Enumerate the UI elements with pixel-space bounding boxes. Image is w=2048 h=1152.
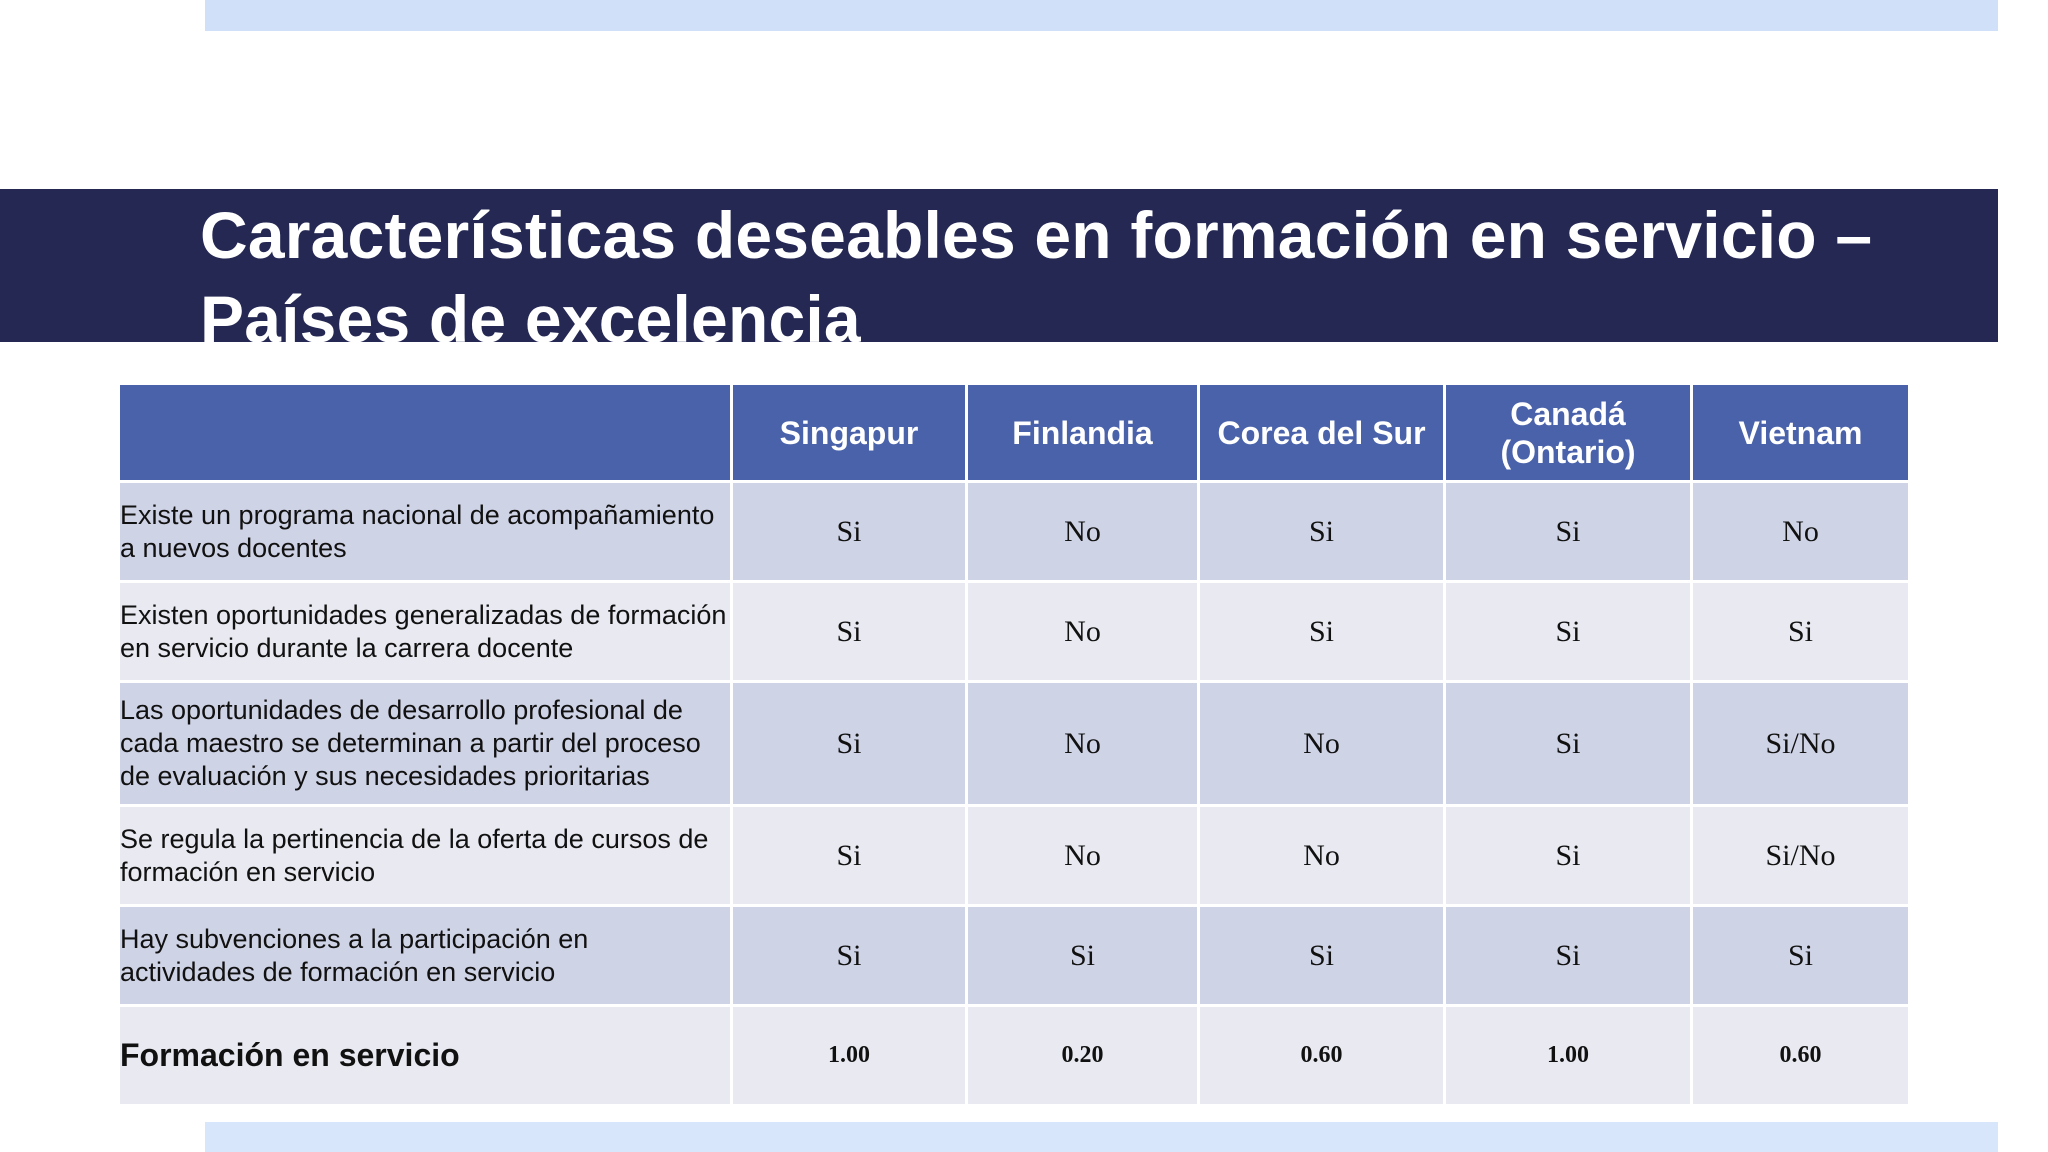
cell-vietnam: Si/No (1692, 806, 1910, 906)
title-bar (0, 189, 1998, 356)
row-label: Se regula la pertinencia de la oferta de cursos de formación en servicio (119, 806, 732, 906)
row-label: Hay subvenciones a la participación en actividades de formación en servicio (119, 906, 732, 1006)
bottom-accent-band (205, 1122, 1998, 1152)
row-label: Existen oportunidades generalizadas de formación en servicio durante la carrera docente (119, 582, 732, 682)
cell-corea-del-sur: Si (1199, 482, 1445, 582)
cell-singapur: Si (732, 806, 967, 906)
score-singapur: 1.00 (732, 1006, 967, 1106)
slide-title-line-2: Países de excelencia (200, 282, 861, 356)
row-label: Existe un programa nacional de acompañamiento a nuevos docentes (119, 482, 732, 582)
cell-corea-del-sur: No (1199, 806, 1445, 906)
header-vietnam: Vietnam (1692, 384, 1910, 482)
cell-vietnam: Si (1692, 906, 1910, 1006)
table-row (119, 906, 1910, 1006)
cell-vietnam: No (1692, 482, 1910, 582)
comparison-table (117, 382, 1911, 1107)
score-finlandia: 0.20 (967, 1006, 1199, 1106)
table-row (119, 806, 1910, 906)
total-row-label: Formación en servicio (119, 1006, 732, 1106)
header-canada-line-1: Canadá (1510, 395, 1626, 432)
cell-corea-del-sur: Si (1199, 582, 1445, 682)
cell-vietnam: Si (1692, 582, 1910, 682)
cell-corea-del-sur: No (1199, 682, 1445, 806)
cell-finlandia: No (967, 682, 1199, 806)
cell-canada-ontario: Si (1445, 806, 1692, 906)
score-canada-ontario: 1.00 (1445, 1006, 1692, 1106)
cell-vietnam: Si/No (1692, 682, 1910, 806)
table-row (119, 482, 1910, 582)
header-finlandia: Finlandia (967, 384, 1199, 482)
cell-finlandia: No (967, 582, 1199, 682)
table-row (119, 682, 1910, 806)
cell-canada-ontario: Si (1445, 582, 1692, 682)
cell-canada-ontario: Si (1445, 682, 1692, 806)
cell-finlandia: No (967, 806, 1199, 906)
slide-title (200, 193, 1990, 361)
cell-singapur: Si (732, 682, 967, 806)
header-canada-ontario (1445, 384, 1692, 482)
table-row (119, 582, 1910, 682)
header-empty-cell (119, 384, 732, 482)
table-header-row (119, 384, 1910, 482)
total-row (119, 1006, 1910, 1106)
cell-canada-ontario: Si (1445, 906, 1692, 1006)
cell-finlandia: No (967, 482, 1199, 582)
cell-canada-ontario: Si (1445, 482, 1692, 582)
header-singapur: Singapur (732, 384, 967, 482)
top-accent-band (205, 0, 1998, 31)
cell-singapur: Si (732, 582, 967, 682)
header-canada-line-2: (Ontario) (1500, 433, 1636, 470)
cell-corea-del-sur: Si (1199, 906, 1445, 1006)
header-corea-del-sur: Corea del Sur (1199, 384, 1445, 482)
slide-title-line-1: Características deseables en formación en servicio – (200, 198, 1873, 272)
cell-finlandia: Si (967, 906, 1199, 1006)
score-corea-del-sur: 0.60 (1199, 1006, 1445, 1106)
cell-singapur: Si (732, 482, 967, 582)
score-vietnam: 0.60 (1692, 1006, 1910, 1106)
cell-singapur: Si (732, 906, 967, 1006)
row-label: Las oportunidades de desarrollo profesional de cada maestro se determinan a partir del proceso de evaluación y sus necesidades prioritarias (119, 682, 732, 806)
